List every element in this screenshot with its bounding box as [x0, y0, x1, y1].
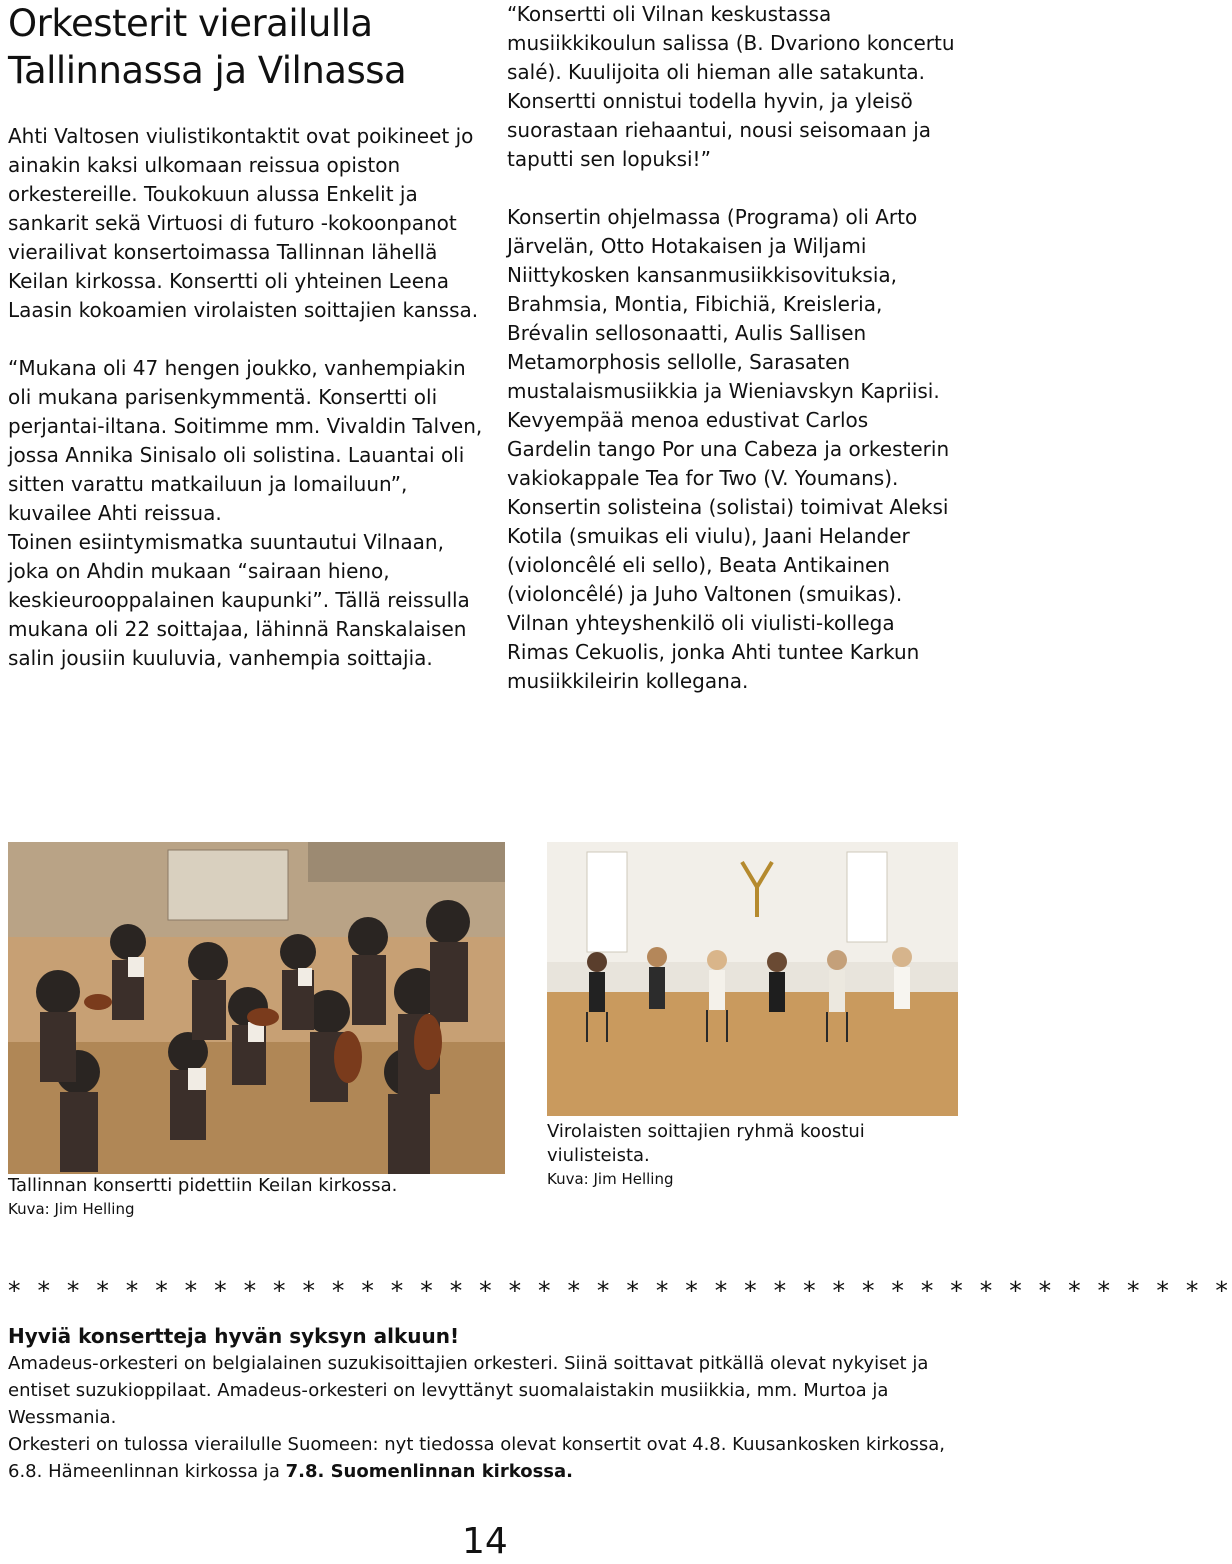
paragraph-concert-quote: “Konsertti oli Vilnan keskustassa musiikkikoulun salissa (B. Dvariono koncertu salé). Kuulijoita oli hieman alle satakunta. Konsertti onnistui todella hyvin, ja yleisö suorastaan riehaantui, nousi seisomaan ja taputti sen lopuksi!” — [507, 2, 955, 171]
paragraph-contact: Vilnan yhteyshenkilö oli viulisti-kollega Rimas Cekuolis, jonka Ahti tuntee Karkun musiikkileirin kollegana. — [507, 611, 920, 693]
caption-right — [547, 1120, 947, 1190]
paragraph-soloists: Konsertin solisteina (solistai) toimivat Aleksi Kotila (smuikas eli viulu), Jaani Helander (violoncêlé eli sello), Beata Antikainen (violoncêlé) ja Juho Valtonen (smuikas). — [507, 495, 949, 606]
paragraph-vilnius: Toinen esiintymismatka suuntautui Vilnaan, joka on Ahdin mukaan “sairaan hieno, keskieurooppalainen kaupunki”. Tällä reissulla mukana oli 22 soittajaa, lähinnä Ranskalaisen salin jousiin kuuluvia, vanhempia soittajia. — [8, 530, 470, 670]
photo-credit-left: Kuva: Jim Helling — [8, 1200, 135, 1218]
photo-estonian-violinists — [547, 842, 958, 1116]
paragraph-program: Konsertin ohjelmassa (Programa) oli Arto Järvelän, Otto Hotakaisen ja Wiljami Niittykosken kansanmusiikkisovituksia, Brahmsia, Montia, Fibichiä, Kreisleria, Brévalin sellosonaatti, Aulis Sallisen Metamorphosis sellolle, Sarasaten mustalaismusiikkia ja Wieniavskyn Kapriisi. Kevyempää menoa edustivat Carlos Gardelin tango Por una Cabeza ja orkesterin vakiokappale Tea for Two (V. Youmans). — [507, 205, 950, 490]
star-separator: * * * * * * * * * * * * * * * * * * * * * * * * * * * * * * * * * * * * * * * * * * — [8, 1276, 1232, 1305]
page-number: 14 — [462, 1521, 508, 1562]
paragraph-intro: Ahti Valtosen viulistikontaktit ovat poikineet jo ainakin kaksi ulkomaan reissua opiston orkestereille. Toukokuun alussa Enkelit ja sankarit sekä Virtuosi di futuro -kokoonpanot vierailivat konsertoimassa Tallinnan lähellä Keilan kirkossa. Konsertti oli yhteinen Leena Laasin kokoamien virolaisten soittajien kanssa. — [8, 124, 479, 322]
notice-paragraph-2-bold: 7.8. Suomenlinnan kirkossa. — [285, 1461, 573, 1482]
caption-right-text: Virolaisten soittajien ryhmä koostui viulisteista. — [547, 1121, 865, 1166]
left-column — [8, 122, 488, 673]
photo-tallinn-concert — [8, 842, 505, 1174]
caption-left — [8, 1174, 505, 1220]
photo-credit-right: Kuva: Jim Helling — [547, 1170, 674, 1188]
tallinn-concert-illustration — [8, 842, 505, 1174]
notice-paragraph-2-text: Orkesteri on tulossa vierailulle Suomeen: nyt tiedossa olevat konsertit ovat 4.8. Kuusankosken kirkossa, 6.8. Hämeenlinnan kirkossa ja — [8, 1434, 946, 1482]
caption-left-text: Tallinnan konsertti pidettiin Keilan kirkossa. — [8, 1175, 398, 1196]
notice-section — [8, 1322, 953, 1485]
right-column — [507, 0, 957, 696]
notice-paragraph-2 — [8, 1431, 953, 1485]
estonian-violinists-illustration — [547, 842, 958, 1116]
article-title: Orkesterit vierailulla Tallinnassa ja Vilnassa — [8, 2, 407, 92]
notice-paragraph-1: Amadeus-orkesteri on belgialainen suzukisoittajien orkesteri. Siinä soittavat pitkällä olevat nykyiset ja entiset suzukioppilaat. Amadeus-orkesteri on levyttänyt suomalaistakin musiikkia, mm. Murtoa ja Wessmania. — [8, 1353, 929, 1428]
notice-heading: Hyviä konsertteja hyvän syksyn alkuun! — [8, 1324, 460, 1348]
paragraph-quote: “Mukana oli 47 hengen joukko, vanhempiakin oli mukana parisenkymmentä. Konsertti oli perjantai-iltana. Soitimme mm. Vivaldin Talven, jossa Annika Sinisalo oli solistina. Lauantai oli sitten varattu matkailuun ja lomailuun”, kuvailee Ahti reissua. — [8, 356, 483, 525]
